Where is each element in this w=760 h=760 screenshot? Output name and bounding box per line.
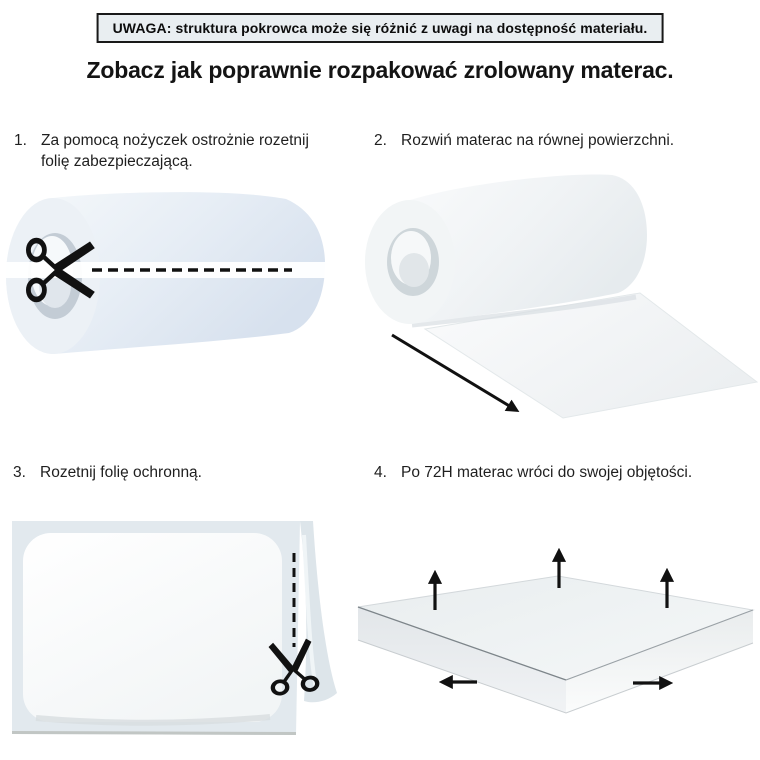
step-1-number: 1. <box>14 132 27 149</box>
rolled-mattress-illustration <box>0 180 345 410</box>
step-3-caption <box>13 462 360 483</box>
step-1-text: Za pomocą nożyczek ostrożnie rozetnij folię zabezpieczającą. <box>41 132 309 171</box>
mattress-expanding-illustration <box>355 530 760 760</box>
step-2-text: Rozwiń materac na równej powierzchni. <box>401 132 675 149</box>
step-4-text: Po 72H materac wróci do swojej objętości. <box>401 464 693 481</box>
film-cut-illustration <box>0 505 345 760</box>
page-title: Zobacz jak poprawnie rozpakować zrolowany materac. <box>86 57 674 83</box>
step-4-number: 4. <box>374 464 387 481</box>
notice-banner-text: UWAGA: struktura pokrowca może się różnić z uwagi na dostępność materiału. <box>112 20 648 36</box>
step-3-text: Rozetnij folię ochronną. <box>40 464 202 481</box>
step-3-number: 3. <box>13 464 26 481</box>
mattress-unrolling-illustration <box>360 165 760 435</box>
step-1-caption <box>14 130 341 173</box>
step-4-caption <box>374 462 746 483</box>
notice-banner <box>97 13 664 43</box>
step-2-caption <box>374 130 741 151</box>
step-2-number: 2. <box>374 132 387 149</box>
